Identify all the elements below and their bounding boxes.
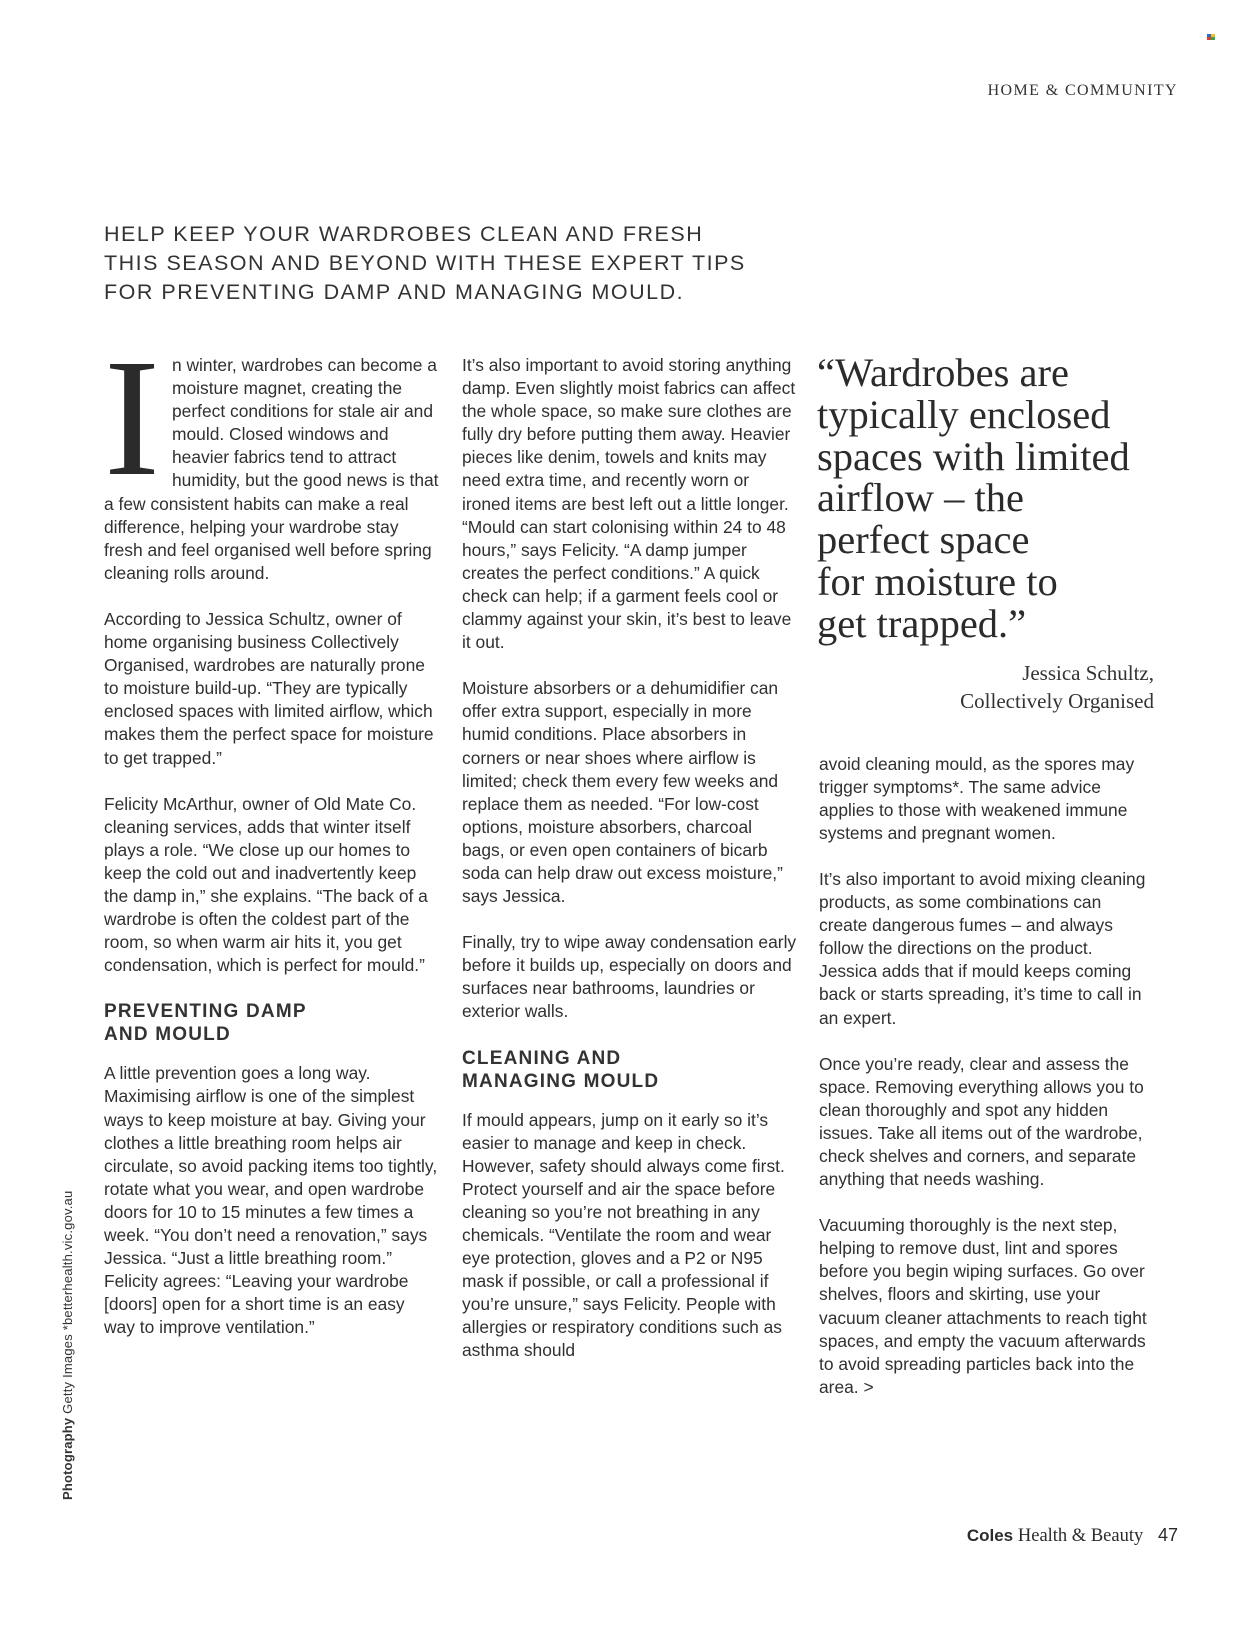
- footer-publication: Health & Beauty: [1017, 1526, 1144, 1546]
- opening-paragraph: [104, 325, 439, 585]
- paragraph: According to Jessica Schultz, owner of home organising business Collectively Organised, wardrobes are naturally prone to moisture build-up. “They are typically enclosed spaces with limited airflow, which makes them the perfect space for moisture to get trapped.”: [104, 608, 434, 768]
- subheading-line: CLEANING AND: [462, 1047, 622, 1069]
- page-footer: [967, 1525, 1178, 1547]
- pull-quote-line: for moisture to: [817, 558, 1058, 604]
- page-number: 47: [1157, 1525, 1178, 1545]
- paragraph-text: n winter, wardrobes can become a moisture magnet, creating the perfect conditions for stale air and mould. Closed windows and heavier fabrics tend to attract humidity, but the good news is that a few consistent habits can make a real difference, helping your wardrobe stay fresh and feel organised well before spring cleaning rolls around.: [104, 355, 439, 583]
- paragraph: A little prevention goes a long way. Maximising airflow is one of the simplest ways to keep moisture at bay. Giving your clothes a little breathing room helps air circulate, so avoid packing items too tightly, rotate what you wear, and open wardrobe doors for 10 to 15 minutes a few times a week. “You don’t need a renovation,” says Jessica. “Just a little breathing room.” Felicity agrees: “Leaving your wardrobe [doors] open for a short time is an easy way to improve ventilation.”: [104, 1063, 438, 1338]
- subheading-line: MANAGING MOULD: [462, 1070, 660, 1092]
- pull-quote-attribution: [819, 659, 1154, 715]
- subheading-line: AND MOULD: [104, 1024, 231, 1046]
- subheading-preventing-damp: [104, 1000, 439, 1046]
- paragraph: It’s also important to avoid storing anything damp. Even slightly moist fabrics can affect the whole space, so make sure clothes are fully dry before putting them away. Heavier pieces like denim, towels and knits may need extra time, and recently worn or ironed items are best left out a little longer. “Mould can start colonising within 24 to 48 hours,” says Felicity. “A damp jumper creates the perfect conditions.” A quick check can help; if a garment feels cool or clammy against your skin, it’s best to leave it out.: [462, 355, 796, 653]
- paragraph: Vacuuming thoroughly is the next step, helping to remove dust, lint and spores before you begin wiping surfaces. Go over shelves, floors and skirting, use your vacuum cleaner attachments to reach tight spaces, and empty the vacuum afterwards to avoid spreading particles back into the area. >: [819, 1215, 1147, 1397]
- pull-quote-line: airflow – the: [817, 475, 1024, 521]
- paragraph: If mould appears, jump on it early so it’s easier to manage and keep in check. However, safety should always come first. Protect yourself and air the space before cleaning so you’re not breathing in any chemicals. “Ventilate the room and wear eye protection, gloves and a P2 or N95 mask if possible, or call a professional if you’re unsure,” says Felicity. People with allergies or respiratory conditions such as asthma should: [462, 1109, 785, 1361]
- column-1: [104, 325, 439, 1362]
- photo-credit: [60, 1191, 75, 1500]
- paragraph: Finally, try to wipe away condensation early before it builds up, especially on doors and surfaces near bathrooms, laundries or exterior walls.: [462, 932, 797, 1022]
- subheading-cleaning-mould: [462, 1047, 797, 1093]
- paragraph: avoid cleaning mould, as the spores may trigger symptoms*. The same advice applies to those with weakened immune systems and pregnant women.: [819, 753, 1135, 843]
- credit-label: Photography: [60, 1417, 75, 1500]
- paragraph: It’s also important to avoid mixing cleaning products, as some combinations can create dangerous fumes – and always follow the directions on the product. Jessica adds that if mould keeps coming back or starts spreading, it’s time to call in an expert.: [819, 868, 1146, 1028]
- column-2: [462, 354, 797, 1386]
- drop-cap: I: [104, 325, 160, 511]
- attribution-line: Collectively Organised: [960, 688, 1154, 713]
- pull-quote-line: “Wardrobes are: [817, 350, 1069, 395]
- paragraph: Moisture absorbers or a dehumidifier can offer extra support, especially in more humid conditions. Place absorbers in corners or near shoes where airflow is limited; check them every few weeks and replace them as needed. “For low-cost options, moisture absorbers, charcoal bags, or even open containers of bicarb soda can help draw out excess moisture,” says Jessica.: [462, 678, 783, 907]
- intro-standfirst: [104, 220, 804, 307]
- paragraph: Once you’re ready, clear and assess the space. Removing everything allows you to clean thoroughly and spot any hidden issues. Take all items out of the wardrobe, check shelves and corners, and separate anything that needs washing.: [819, 1053, 1144, 1190]
- pull-quote-line: perfect space: [817, 517, 1030, 563]
- intro-line: FOR PREVENTING DAMP AND MANAGING MOULD.: [104, 280, 685, 304]
- pull-quote: [817, 352, 1154, 645]
- pull-quote-line: get trapped.”: [817, 600, 1027, 646]
- subheading-line: PREVENTING DAMP: [104, 1001, 307, 1023]
- intro-line: HELP KEEP YOUR WARDROBES CLEAN AND FRESH: [104, 222, 704, 246]
- paragraph: Felicity McArthur, owner of Old Mate Co. cleaning services, adds that winter itself plays a role. “We close up our homes to keep the cold out and inadvertently keep the damp in,” she explains. “The back of a wardrobe is often the coldest part of the room, so when warm air hits it, you get condensation, which is perfect for mould.”: [104, 793, 428, 976]
- attribution-line: Jessica Schultz,: [1022, 660, 1154, 685]
- footer-brand: Coles: [966, 1526, 1014, 1545]
- section-label: HOME & COMMUNITY: [987, 82, 1178, 99]
- column-3: [817, 350, 1154, 1422]
- corner-color-mark: [1207, 34, 1219, 40]
- intro-line: THIS SEASON AND BEYOND WITH THESE EXPERT TIPS: [104, 251, 746, 275]
- pull-quote-line: spaces with limited: [817, 433, 1130, 479]
- pull-quote-line: typically enclosed: [817, 391, 1111, 437]
- credit-text: Getty Images *betterhealth.vic.gov.au: [60, 1190, 75, 1414]
